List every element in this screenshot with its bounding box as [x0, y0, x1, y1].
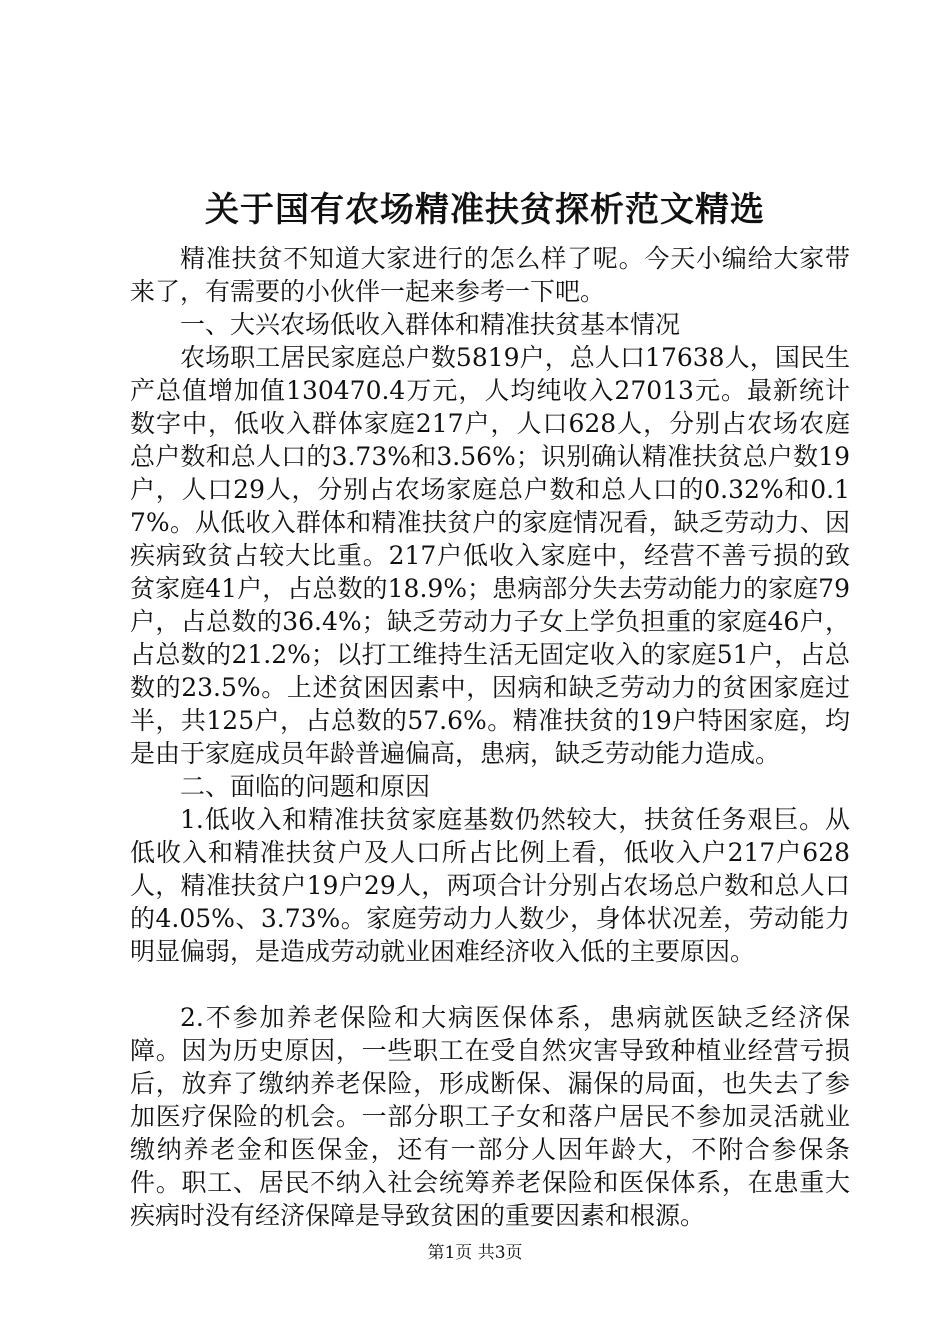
- intro-paragraph: 精准扶贫不知道大家进行的怎么样了呢。今天小编给大家带来了，有需要的小伙伴一起来参考一下吧。: [130, 244, 850, 306]
- section-heading-2: 二、面临的问题和原因: [180, 772, 431, 801]
- paragraph-problem-2: 2.不参加养老保险和大病医保体系，患病就医缺乏经济保障。因为历史原因，一些职工在受自然灾害导致种植业经营亏损后，放弃了缴纳养老保险，形成断保、漏保的局面，也失去了参加医疗保险的机会。一部分职工子女和落户居民不参加灵活就业缴纳养老金和医保金，还有一部分人因年龄大，不附合参保条件。职工、居民不纳入社会统筹养老保险和医保体系，在患重大疾病时没有经济保障是导致贫困的重要因素和根源。: [130, 1003, 850, 1230]
- paragraph-spacer: [130, 968, 850, 1001]
- paragraph-problem-1: 1.低收入和精准扶贫家庭基数仍然较大，扶贫任务艰巨。从低收入和精准扶贫户及人口所占比例上看，低收入户217户628人，精准扶贫户19户29人，两项合计分别占农场总户数和总人口的4.05%、3.73%。家庭劳动力人数少，身体状况差，劳动能力明显偏弱，是造成劳动就业困难经济收入低的主要原因。: [130, 805, 850, 966]
- document-page: [130, 180, 850, 1232]
- section-heading-1: 一、大兴农场低收入群体和精准扶贫基本情况: [180, 310, 681, 339]
- document-title: 关于国有农场精准扶贫探析范文精选: [205, 190, 765, 230]
- paragraph-basic-situation: 农场职工居民家庭总户数5819户，总人口17638人，国民生产总值增加值130470.4万元，人均纯收入27013元。最新统计数字中，低收入群体家庭217户，人口628人，分别占农场农庭总户数和总人口的3.73%和3.56%；识别确认精准扶贫总户数19户，人口29人，分别占农场家庭总户数和总人口的0.32%和0.17%。从低收入群体和精准扶贫户的家庭情况看，缺乏劳动力、因疾病致贫占较大比重。217户低收入家庭中，经营不善亏损的致贫家庭41户，占总数的18.9%；患病部分失去劳动能力的家庭79户，占总数的36.4%；缺乏劳动力子女上学负担重的家庭46户，占总数的21.2%；以打工维持生活无固定收入的家庭51户，占总数的23.5%。上述贫困因素中，因病和缺乏劳动力的贫困家庭过半，共125户，占总数的57.6%。精准扶贫的19户特困家庭，均是由于家庭成员年龄普遍偏高，患病，缺乏劳动能力造成。: [130, 343, 850, 768]
- page-footer: 第1页 共3页: [427, 1243, 523, 1263]
